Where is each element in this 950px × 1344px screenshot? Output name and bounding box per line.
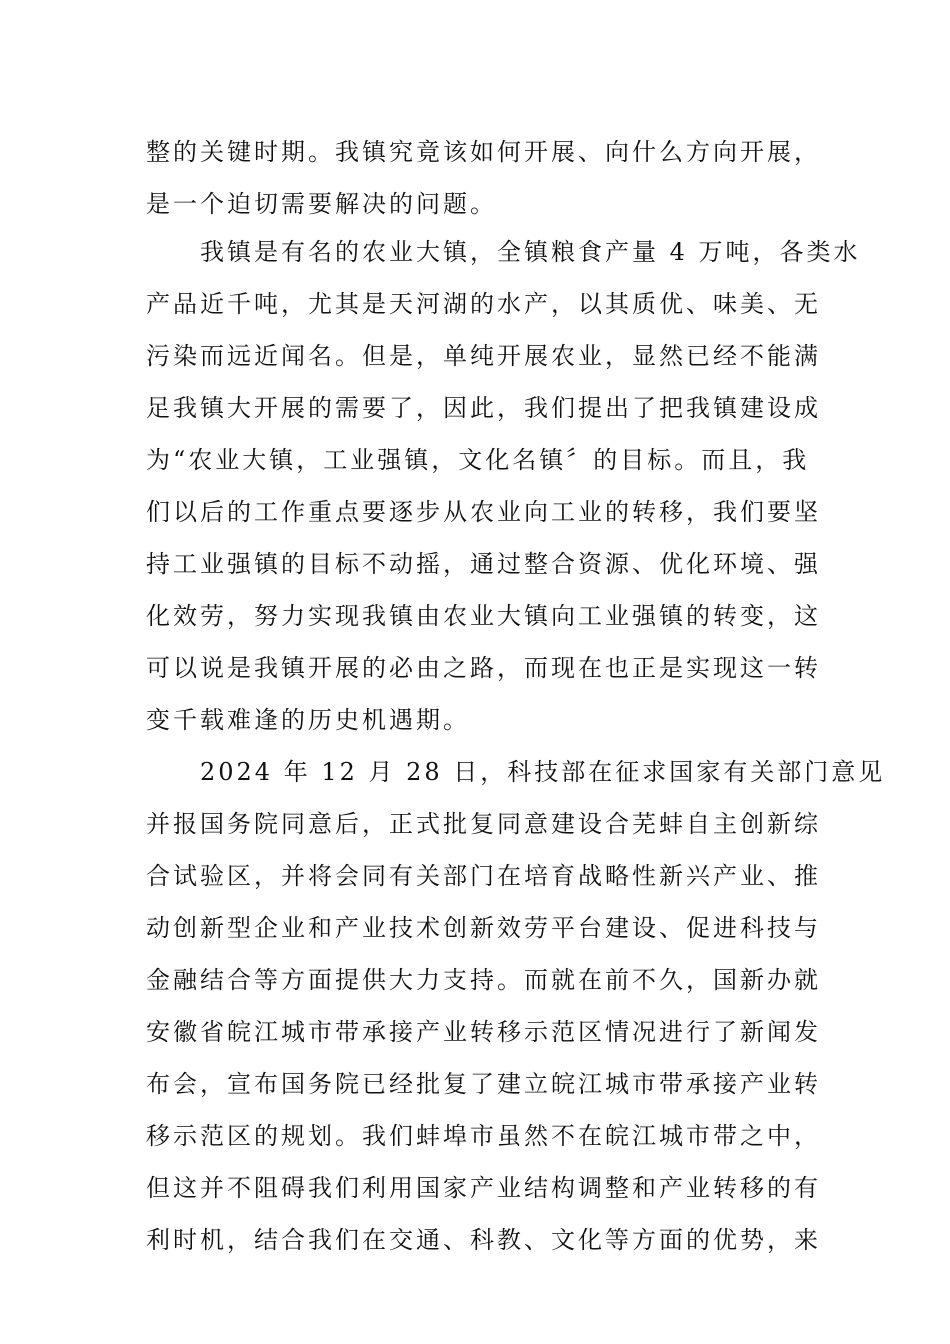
text-line: 布会，宣布国务院已经批复了建立皖江城市带承接产业转 xyxy=(146,1070,821,1098)
text-line: 们以后的工作重点要逐步从农业向工业的转移，我们要坚 xyxy=(146,498,821,526)
text-line: 整的关键时期。我镇究竟该如何开展、向什么方向开展， xyxy=(146,138,821,166)
text-line: 持工业强镇的目标不动摇，通过整合资源、优化环境、强 xyxy=(146,550,821,578)
text-line: 化效劳，努力实现我镇由农业大镇向工业强镇的转变，这 xyxy=(146,602,821,630)
text-line: 但这并不阻碍我们利用国家产业结构调整和产业转移的有 xyxy=(146,1174,821,1202)
text-line: 金融结合等方面提供大力支持。而就在前不久，国新办就 xyxy=(146,966,821,994)
text-line: 污染而远近闻名。但是，单纯开展农业，显然已经不能满 xyxy=(146,342,821,370)
text-line: 我镇是有名的农业大镇，全镇粮食产量 4 万吨，各类水 xyxy=(146,238,861,266)
text-line: 移示范区的规划。我们蚌埠市虽然不在皖江城市带之中， xyxy=(146,1122,821,1150)
text-line: 利时机，结合我们在交通、科教、文化等方面的优势，来 xyxy=(146,1226,821,1254)
text-line: 2024 年 12 月 28 日，科技部在征求国家有关部门意见 xyxy=(146,758,886,786)
text-line: 足我镇大开展的需要了，因此，我们提出了把我镇建设成 xyxy=(146,394,821,422)
text-line: 安徽省皖江城市带承接产业转移示范区情况进行了新闻发 xyxy=(146,1018,821,1046)
paragraph-2 xyxy=(146,226,861,746)
text-line: 为“农业大镇，工业强镇，文化名镇〞的目标。而且，我 xyxy=(146,446,810,474)
text-line: 合试验区，并将会同有关部门在培育战略性新兴产业、推 xyxy=(146,862,821,890)
text-line: 可以说是我镇开展的必由之路，而现在也正是实现这一转 xyxy=(146,654,821,682)
text-line: 变千载难逢的历史机遇期。 xyxy=(146,706,470,734)
paragraph-3 xyxy=(146,746,886,1266)
text-line: 动创新型企业和产业技术创新效劳平台建设、促进科技与 xyxy=(146,914,821,942)
text-line: 并报国务院同意后，正式批复同意建设合芜蚌自主创新综 xyxy=(146,810,821,838)
text-line: 是一个迫切需要解决的问题。 xyxy=(146,190,497,218)
paragraph-1 xyxy=(146,126,821,230)
text-line: 产品近千吨，尤其是天河湖的水产，以其质优、味美、无 xyxy=(146,290,821,318)
